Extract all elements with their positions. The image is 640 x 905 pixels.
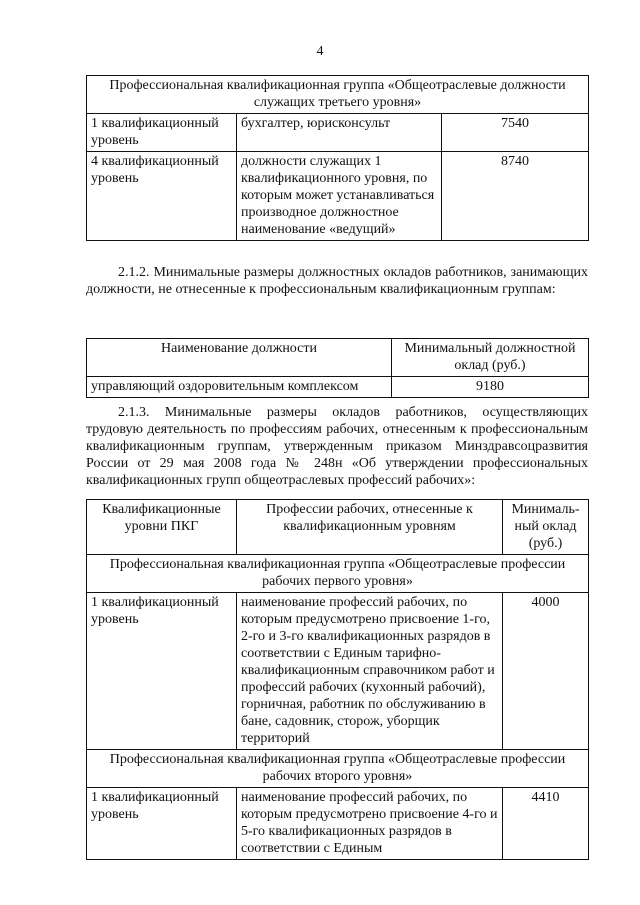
paragraph-2-1-2: 2.1.2. Минимальные размеры должностных окладов работников, занимающих должности, не отнесенные к профессиональным квалификационным группам: bbox=[86, 265, 588, 297]
header-salary: Минимальный оклад (руб.) bbox=[503, 500, 589, 555]
qualification-level: 1 квалификационный уровень bbox=[87, 593, 237, 750]
table-group-row bbox=[87, 555, 589, 593]
group-title: Профессиональная квалификационная группа «Общеотраслевые профессии рабочих второго уровня» bbox=[87, 750, 589, 788]
page-number: 4 bbox=[316, 44, 324, 59]
position-names: должности служащих 1 квалификационного уровня, по которым может устанавливаться производное должностное наименование «ведущий» bbox=[237, 152, 442, 241]
profession-names: наименование профессий рабочих, по которым предусмотрено присвоение 1-го, 2-го и 3-го квалификационных разрядов в соответствии с Единым тарифно-квалификационным справочником работ и профессий рабочих (кухонный рабочий), горничная, работник по обслуживанию в бане, садовник, сторож, уборщик территорий bbox=[237, 593, 503, 750]
header-position: Наименование должности bbox=[87, 339, 392, 377]
header-salary: Минимальный должностной оклад (руб.) bbox=[392, 339, 589, 377]
position-names: бухгалтер, юрисконсульт bbox=[237, 114, 442, 152]
header-levels: Квалификационные уровни ПКГ bbox=[87, 500, 237, 555]
paragraph-2-1-3: 2.1.3. Минимальные размеры окладов работников, осуществляющих трудовую деятельность по профессиям рабочих, отнесенным к профессиональным квалификационным группам, утвержденным приказом Минздравсоцразвития России от 29 мая 2008 года № 248н «Об утверждении профессиональных квалификационных групп общеотраслевых профессий рабочих»: bbox=[86, 405, 588, 488]
table-row bbox=[87, 593, 589, 750]
salary-value: 4410 bbox=[503, 788, 589, 860]
profession-names: наименование профессий рабочих, по которым предусмотрено присвоение 4-го и 5-го квалификационных разрядов в соответствии с Единым bbox=[237, 788, 503, 860]
table-row bbox=[87, 114, 589, 152]
salary-value: 8740 bbox=[442, 152, 589, 241]
salary-value: 7540 bbox=[442, 114, 589, 152]
qualification-level: 4 квалификационный уровень bbox=[87, 152, 237, 241]
salary-value: 9180 bbox=[392, 377, 589, 398]
table-header-row bbox=[87, 339, 589, 377]
group-title: Профессиональная квалификационная группа «Общеотраслевые профессии рабочих первого уровня» bbox=[87, 555, 589, 593]
group-title: Профессиональная квалификационная группа «Общеотраслевые должности служащих третьего уровня» bbox=[87, 76, 589, 114]
table-group-row bbox=[87, 76, 589, 114]
salary-table-worker-professions bbox=[86, 499, 589, 860]
salary-value: 4000 bbox=[503, 593, 589, 750]
qualification-level: 1 квалификационный уровень bbox=[87, 788, 237, 860]
table-row bbox=[87, 788, 589, 860]
salary-table-non-group-positions bbox=[86, 338, 589, 398]
salary-table-employees-third-level bbox=[86, 75, 589, 241]
position-name: управляющий оздоровительным комплексом bbox=[87, 377, 392, 398]
table-row bbox=[87, 152, 589, 241]
table-row bbox=[87, 377, 589, 398]
qualification-level: 1 квалификационный уровень bbox=[87, 114, 237, 152]
table-group-row bbox=[87, 750, 589, 788]
table-header-row bbox=[87, 500, 589, 555]
header-professions: Профессии рабочих, отнесенные к квалификационным уровням bbox=[237, 500, 503, 555]
